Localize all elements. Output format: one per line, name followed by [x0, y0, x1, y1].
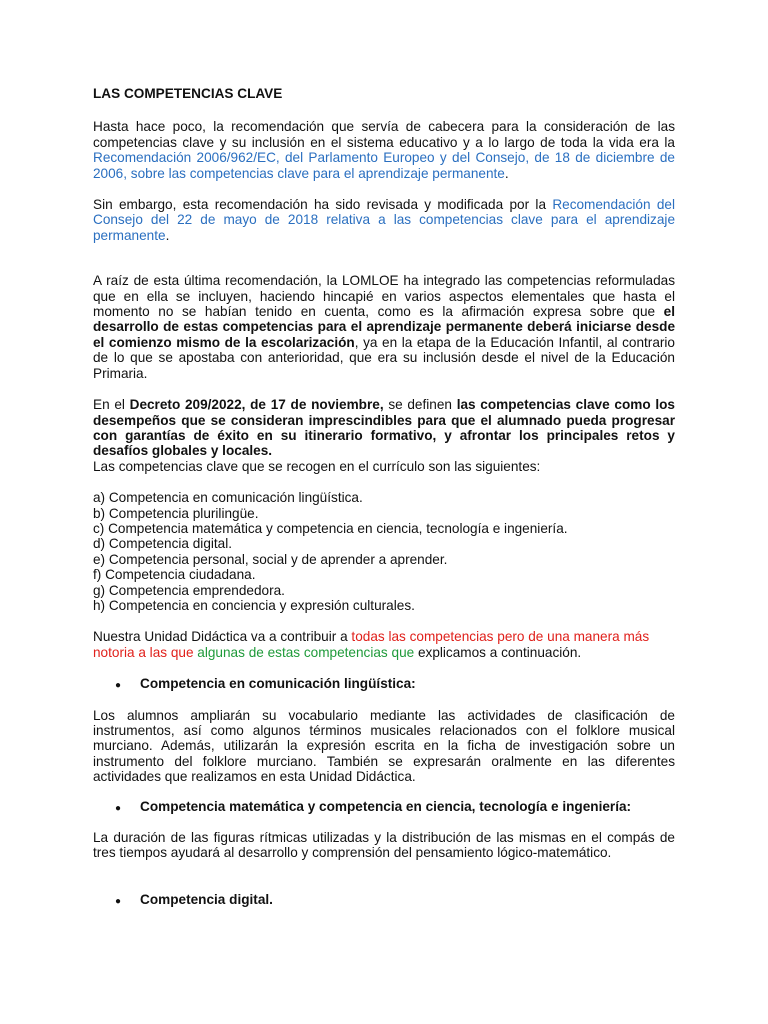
paragraph-revision-text: Sin embargo, esta recomendación ha sido revisada y modificada por la — [93, 197, 553, 213]
paragraph-unidad-green-text: algunas de estas competencias que — [197, 644, 415, 660]
paragraph-list-intro: Las competencias clave que se recogen en el currículo son las siguientes: — [93, 458, 541, 474]
paragraph-lomloe — [93, 273, 675, 381]
heading-matematica-text: Competencia matemática y competencia en ciencia, tecnología e ingeniería: — [140, 798, 632, 814]
list-item: f) Competencia ciudadana. — [93, 567, 256, 583]
list-item: b) Competencia plurilingüe. — [93, 505, 259, 521]
recommendation-2006-link[interactable]: Recomendación 2006/962/EC, del Parlamento Europeo y del Consejo, de 18 de diciembre de 2006, sobre las competencias clave para el aprendizaje permanente — [93, 150, 675, 181]
list-item: g) Competencia emprendedora. — [93, 582, 285, 598]
heading-digital-text: Competencia digital. — [140, 891, 273, 907]
bullet-icon — [115, 676, 121, 693]
paragraph-revision — [93, 197, 675, 243]
recommendation-2018-link[interactable]: Recomendación del Consejo del 22 de mayo de 2018 relativa a las competencias clave para el aprendizaje permanente — [93, 197, 675, 243]
heading-digital — [93, 892, 675, 907]
paragraph-decreto — [93, 397, 675, 459]
list-item: a) Competencia en comunicación lingüística. — [93, 490, 363, 506]
list-item: e) Competencia personal, social y de aprender a aprender. — [93, 551, 448, 567]
paragraph-decreto-bold: las competencias clave como los desempeños que se consideran imprescindibles para que el alumnado pueda progresar con garantías de éxito en su itinerario formativo, y afrontar los principales retos y desafíos globales y locales. — [93, 397, 675, 459]
paragraph-lomloe-bold: el desarrollo de estas competencias para el aprendizaje permanente deberá iniciarse desde el comienzo mismo de la escolarización — [93, 304, 675, 350]
list-item: c) Competencia matemática y competencia en ciencia, tecnología e ingeniería. — [93, 520, 568, 536]
paragraph-intro — [93, 119, 675, 181]
paragraph-decreto-text-a: En el — [93, 397, 130, 413]
bullet-icon — [115, 799, 121, 816]
paragraph-unidad-text-c: explicamos a continuación. — [414, 644, 582, 660]
paragraph-unidad-text-a: Nuestra Unidad Didáctica va a contribuir a — [93, 629, 352, 645]
paragraph-intro-end: . — [504, 165, 509, 181]
competencias-list — [93, 490, 675, 613]
bullet-icon — [115, 892, 121, 909]
paragraph-lomloe-text-a: A raíz de esta última recomendación, la LOMLOE ha integrado las competencias reformuladas que en ella se incluyen, haciendo hincapié en varios aspectos elementales que hasta el momento no se habían tenido en cuenta, como es la afirmación expresa sobre que — [93, 273, 675, 320]
paragraph-matematica: La duración de las figuras rítmicas utilizadas y la distribución de las mismas en el compás de tres tiempos ayudará al desarrollo y comprensión del pensamiento lógico-matemático. — [93, 830, 675, 861]
heading-matematica — [93, 799, 675, 814]
heading-comunicacion — [93, 676, 675, 691]
paragraph-unidad-red-text: todas las competencias pero de una manera más notoria a las que — [93, 629, 650, 660]
document-page — [93, 86, 675, 907]
decreto-reference: Decreto 209/2022, de 17 de noviembre, — [129, 397, 384, 413]
paragraph-lomloe-text-b: , ya en la etapa de la Educación Infantil, al contrario de lo que se apostaba con anterioridad, que era su inclusión desde el nivel de la Educación Primaria. — [93, 334, 675, 381]
paragraph-intro-text: Hasta hace poco, la recomendación que servía de cabecera para la consideración de las competencias clave y su inclusión en el sistema educativo y a lo largo de toda la vida era la — [93, 119, 675, 150]
paragraph-decreto-text-b: se definen — [383, 397, 457, 413]
list-item: d) Competencia digital. — [93, 536, 233, 552]
heading-comunicacion-text: Competencia en comunicación lingüística: — [140, 676, 416, 692]
paragraph-unidad — [93, 629, 675, 660]
paragraph-comunicacion: Los alumnos ampliarán su vocabulario mediante las actividades de clasificación de instrumentos, así como algunos términos musicales relacionados con el folklore musical murciano. Además, utilizarán la expresión escrita en la ficha de investigación sobre un instrumento del folklore murciano. También se expresarán oralmente en las diferentes actividades que realizamos en esta Unidad Didáctica. — [93, 707, 675, 785]
paragraph-revision-end: . — [165, 227, 170, 243]
document-title: LAS COMPETENCIAS CLAVE — [93, 86, 283, 101]
list-item: h) Competencia en conciencia y expresión culturales. — [93, 597, 415, 613]
